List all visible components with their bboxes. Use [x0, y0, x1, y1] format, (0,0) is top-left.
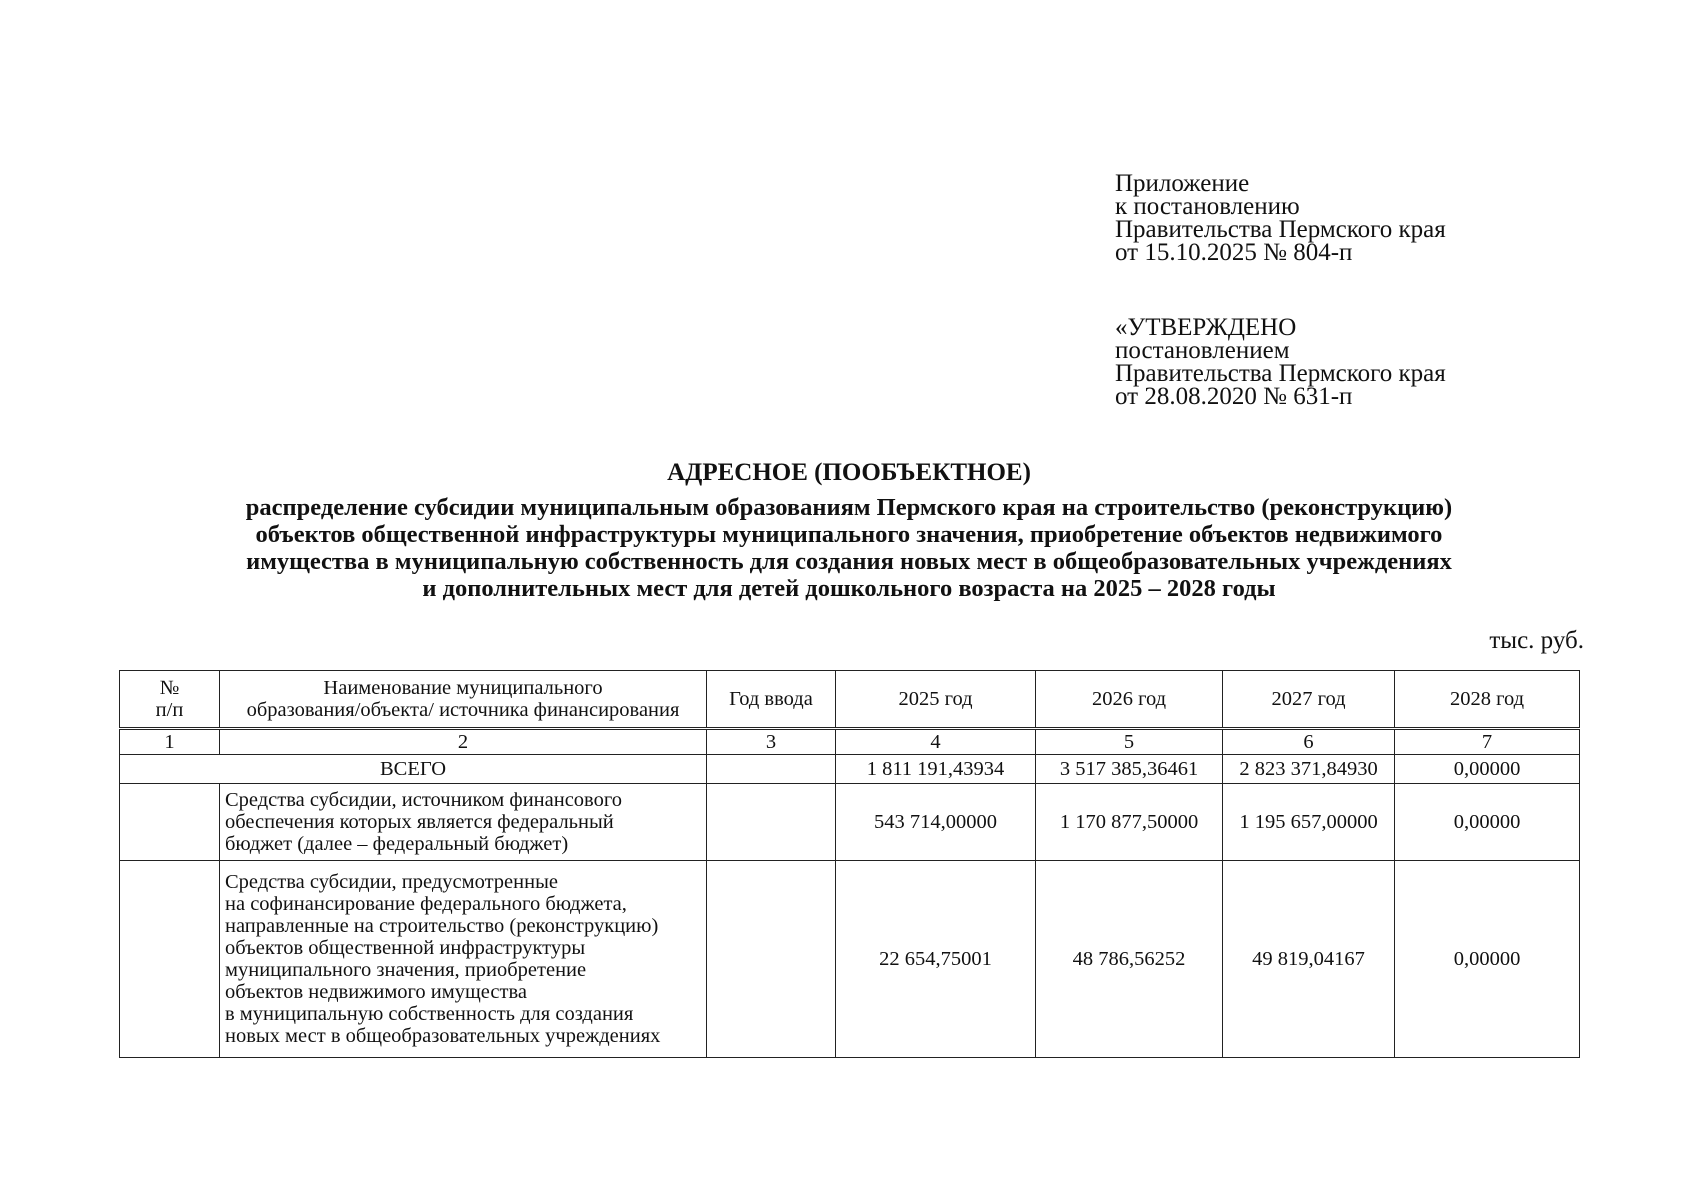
document-title: АДРЕСНОЕ (ПООБЪЕКТНОЕ) — [667, 459, 1031, 486]
row-2026: 1 170 877,50000 — [1036, 784, 1223, 861]
row-2025: 543 714,00000 — [836, 784, 1036, 861]
total-2026: 3 517 385,36461 — [1036, 755, 1223, 784]
row-year — [707, 784, 836, 861]
header-2026: 2026 год — [1036, 671, 1223, 729]
row-2026: 48 786,56252 — [1036, 861, 1223, 1058]
total-label: ВСЕГО — [120, 755, 707, 784]
row-year — [707, 861, 836, 1058]
approved-header — [1115, 316, 1635, 408]
document-subtitle — [120, 494, 1578, 602]
header-2028: 2028 год — [1395, 671, 1580, 729]
column-number: 6 — [1223, 729, 1395, 755]
row-num — [120, 861, 220, 1058]
column-number: 7 — [1395, 729, 1580, 755]
row-2027: 49 819,04167 — [1223, 861, 1395, 1058]
total-2025: 1 811 191,43934 — [836, 755, 1036, 784]
row-num — [120, 784, 220, 861]
approved-line: от 28.08.2020 № 631-п — [1115, 383, 1353, 410]
row-2025: 22 654,75001 — [836, 861, 1036, 1058]
header-2025: 2025 год — [836, 671, 1036, 729]
table-header-row — [120, 671, 1580, 729]
row-2028: 0,00000 — [1395, 784, 1580, 861]
appendix-header — [1115, 172, 1635, 264]
column-number: 3 — [707, 729, 836, 755]
row-2027: 1 195 657,00000 — [1223, 784, 1395, 861]
column-number: 1 — [120, 729, 220, 755]
total-2028: 0,00000 — [1395, 755, 1580, 784]
approved-line: Правительства Пермского края — [1115, 360, 1446, 387]
column-number: 5 — [1036, 729, 1223, 755]
column-number: 4 — [836, 729, 1036, 755]
appendix-line: от 15.10.2025 № 804-п — [1115, 239, 1353, 266]
subtitle-line: и дополнительных мест для детей дошкольного возраста на 2025 – 2028 годы — [422, 575, 1276, 602]
row-2028: 0,00000 — [1395, 861, 1580, 1058]
column-number-row — [120, 729, 1580, 755]
row-name: Средства субсидии, предусмотренные на софинансирование федерального бюджета, направленные на строительство (реконструкцию) объектов общественной инфраструктуры муниципального значения, приобретение объектов недвижимого имущества в муниципальную собственность для создания новых мест в общеобразовательных учреждениях — [220, 861, 707, 1058]
appendix-line: Приложение — [1115, 170, 1250, 197]
appendix-line: Правительства Пермского края — [1115, 216, 1446, 243]
table-row — [120, 784, 1580, 861]
approved-line: постановлением — [1115, 337, 1290, 364]
subtitle-line: имущества в муниципальную собственность для создания новых мест в общеобразовательных учреждениях — [246, 548, 1452, 575]
approved-line: «УТВЕРЖДЕНО — [1115, 314, 1297, 341]
subtitle-line: объектов общественной инфраструктуры муниципального значения, приобретение объектов недвижимого — [255, 521, 1443, 548]
appendix-line: к постановлению — [1115, 193, 1300, 220]
total-2027: 2 823 371,84930 — [1223, 755, 1395, 784]
header-year: Год ввода — [707, 671, 836, 729]
units-label: тыс. руб. — [1489, 627, 1584, 654]
row-name: Средства субсидии, источником финансового обеспечения которых является федеральный бюджет (далее – федеральный бюджет) — [220, 784, 707, 861]
header-num: № п/п — [120, 671, 220, 729]
total-year — [707, 755, 836, 784]
column-number: 2 — [220, 729, 707, 755]
total-row — [120, 755, 1580, 784]
header-2027: 2027 год — [1223, 671, 1395, 729]
header-name: Наименование муниципального образования/объекта/ источника финансирования — [220, 671, 707, 729]
table-row — [120, 861, 1580, 1058]
distribution-table — [119, 670, 1580, 1058]
subtitle-line: распределение субсидии муниципальным образованиям Пермского края на строительство (реконструкцию) — [245, 494, 1453, 521]
